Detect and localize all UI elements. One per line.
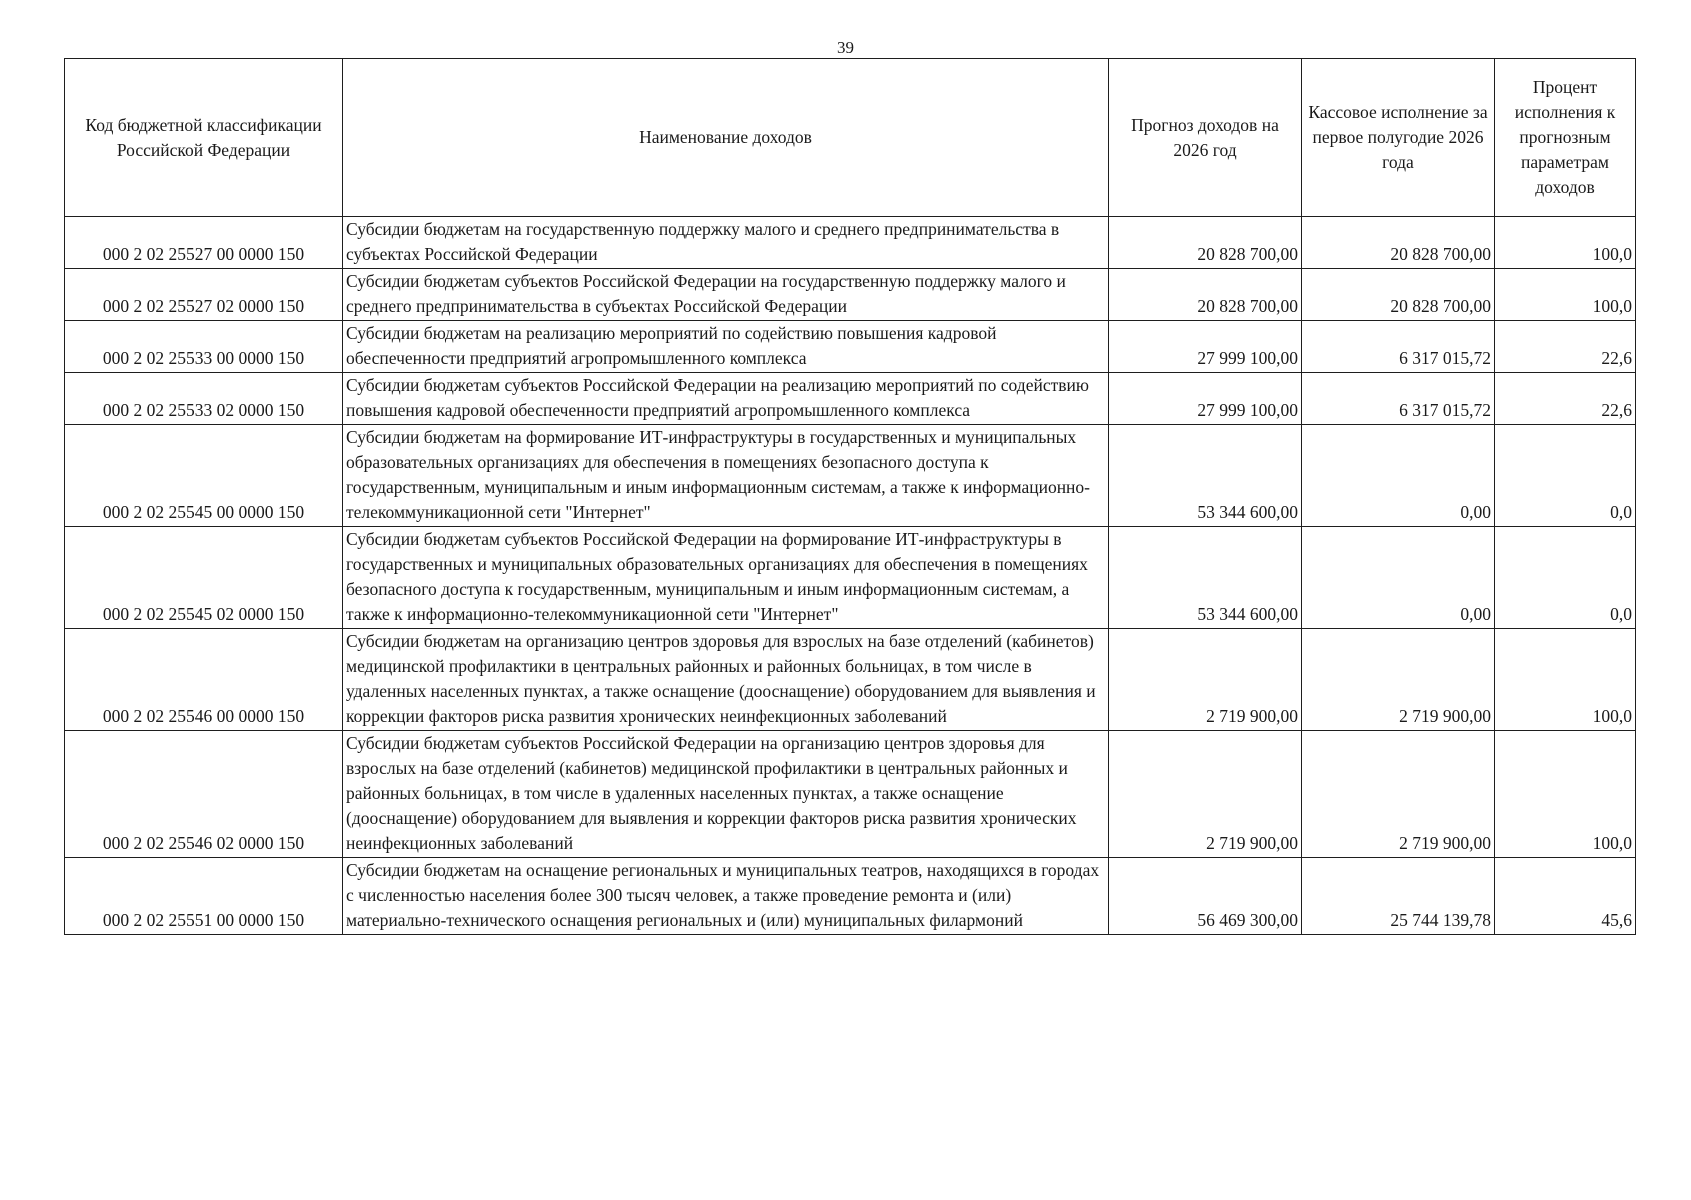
row-execution: 0,00 [1302,527,1495,629]
row-name: Субсидии бюджетам субъектов Российской Федерации на формирование ИТ-инфраструктуры в государственных и муниципальных образовательных организациях для обеспечения в помещениях безопасного доступа к государственным, муниципальным и иным информационным системам, а также к информационно-телекоммуникационной сети "Интернет" [343,527,1109,629]
row-execution: 2 719 900,00 [1302,629,1495,731]
header-forecast: Прогноз доходов на 2026 год [1109,59,1302,217]
row-name: Субсидии бюджетам на оснащение региональных и муниципальных театров, находящихся в городах с численностью населения более 300 тысяч человек, а также проведение ремонта и (или) материально-технического оснащения региональных и (или) муниципальных филармоний [343,858,1109,935]
row-code: 000 2 02 25546 02 0000 150 [65,731,343,858]
row-name: Субсидии бюджетам на формирование ИТ-инфраструктуры в государственных и муниципальных образовательных организациях для обеспечения в помещениях безопасного доступа к государственным, муниципальным и иным информационным системам, а также к информационно-телекоммуникационной сети "Интернет" [343,425,1109,527]
header-percent: Процент исполнения к прогнозным параметрам доходов [1495,59,1636,217]
row-name: Субсидии бюджетам на реализацию мероприятий по содействию повышения кадровой обеспеченности предприятий агропромышленного комплекса [343,321,1109,373]
row-percent: 100,0 [1495,731,1636,858]
header-name: Наименование доходов [343,59,1109,217]
row-forecast: 27 999 100,00 [1109,373,1302,425]
row-percent: 22,6 [1495,321,1636,373]
row-forecast: 20 828 700,00 [1109,217,1302,269]
row-percent: 100,0 [1495,629,1636,731]
row-forecast: 56 469 300,00 [1109,858,1302,935]
row-forecast: 53 344 600,00 [1109,527,1302,629]
row-percent: 100,0 [1495,269,1636,321]
table-row [65,858,1636,935]
row-execution: 2 719 900,00 [1302,731,1495,858]
row-execution: 20 828 700,00 [1302,269,1495,321]
row-percent: 22,6 [1495,373,1636,425]
table-row [65,373,1636,425]
table-row [65,731,1636,858]
row-execution: 20 828 700,00 [1302,217,1495,269]
table-row [65,217,1636,269]
row-code: 000 2 02 25545 02 0000 150 [65,527,343,629]
row-percent: 0,0 [1495,527,1636,629]
row-execution: 0,00 [1302,425,1495,527]
row-code: 000 2 02 25527 02 0000 150 [65,269,343,321]
table-row [65,269,1636,321]
row-name: Субсидии бюджетам субъектов Российской Федерации на организацию центров здоровья для взрослых на базе отделений (кабинетов) медицинской профилактики в центральных районных и районных больницах, в том числе в удаленных населенных пунктах, а также оснащение (дооснащение) оборудованием для выявления и коррекции факторов риска развития хронических неинфекционных заболеваний [343,731,1109,858]
page-number: 39 [837,38,854,57]
row-forecast: 2 719 900,00 [1109,731,1302,858]
table-row [65,321,1636,373]
row-code: 000 2 02 25545 00 0000 150 [65,425,343,527]
row-name: Субсидии бюджетам субъектов Российской Федерации на государственную поддержку малого и среднего предпринимательства в субъектах Российской Федерации [343,269,1109,321]
row-execution: 6 317 015,72 [1302,373,1495,425]
row-percent: 45,6 [1495,858,1636,935]
table-header-row [65,59,1636,217]
table-row [65,629,1636,731]
row-code: 000 2 02 25546 00 0000 150 [65,629,343,731]
row-code: 000 2 02 25533 02 0000 150 [65,373,343,425]
row-name: Субсидии бюджетам на организацию центров здоровья для взрослых на базе отделений (кабинетов) медицинской профилактики в центральных районных и районных больницах, в том числе в удаленных населенных пунктах, а также оснащение (дооснащение) оборудованием для выявления и коррекции факторов риска развития хронических неинфекционных заболеваний [343,629,1109,731]
row-name: Субсидии бюджетам на государственную поддержку малого и среднего предпринимательства в субъектах Российской Федерации [343,217,1109,269]
row-forecast: 2 719 900,00 [1109,629,1302,731]
row-execution: 6 317 015,72 [1302,321,1495,373]
row-code: 000 2 02 25533 00 0000 150 [65,321,343,373]
table-row [65,425,1636,527]
header-execution: Кассовое исполнение за первое полугодие 2026 года [1302,59,1495,217]
budget-revenue-table [64,58,1636,935]
row-forecast: 53 344 600,00 [1109,425,1302,527]
row-forecast: 27 999 100,00 [1109,321,1302,373]
table-row [65,527,1636,629]
header-code: Код бюджетной классификации Российской Федерации [65,59,343,217]
row-execution: 25 744 139,78 [1302,858,1495,935]
row-percent: 100,0 [1495,217,1636,269]
row-code: 000 2 02 25551 00 0000 150 [65,858,343,935]
row-percent: 0,0 [1495,425,1636,527]
row-code: 000 2 02 25527 00 0000 150 [65,217,343,269]
row-name: Субсидии бюджетам субъектов Российской Федерации на реализацию мероприятий по содействию повышения кадровой обеспеченности предприятий агропромышленного комплекса [343,373,1109,425]
row-forecast: 20 828 700,00 [1109,269,1302,321]
